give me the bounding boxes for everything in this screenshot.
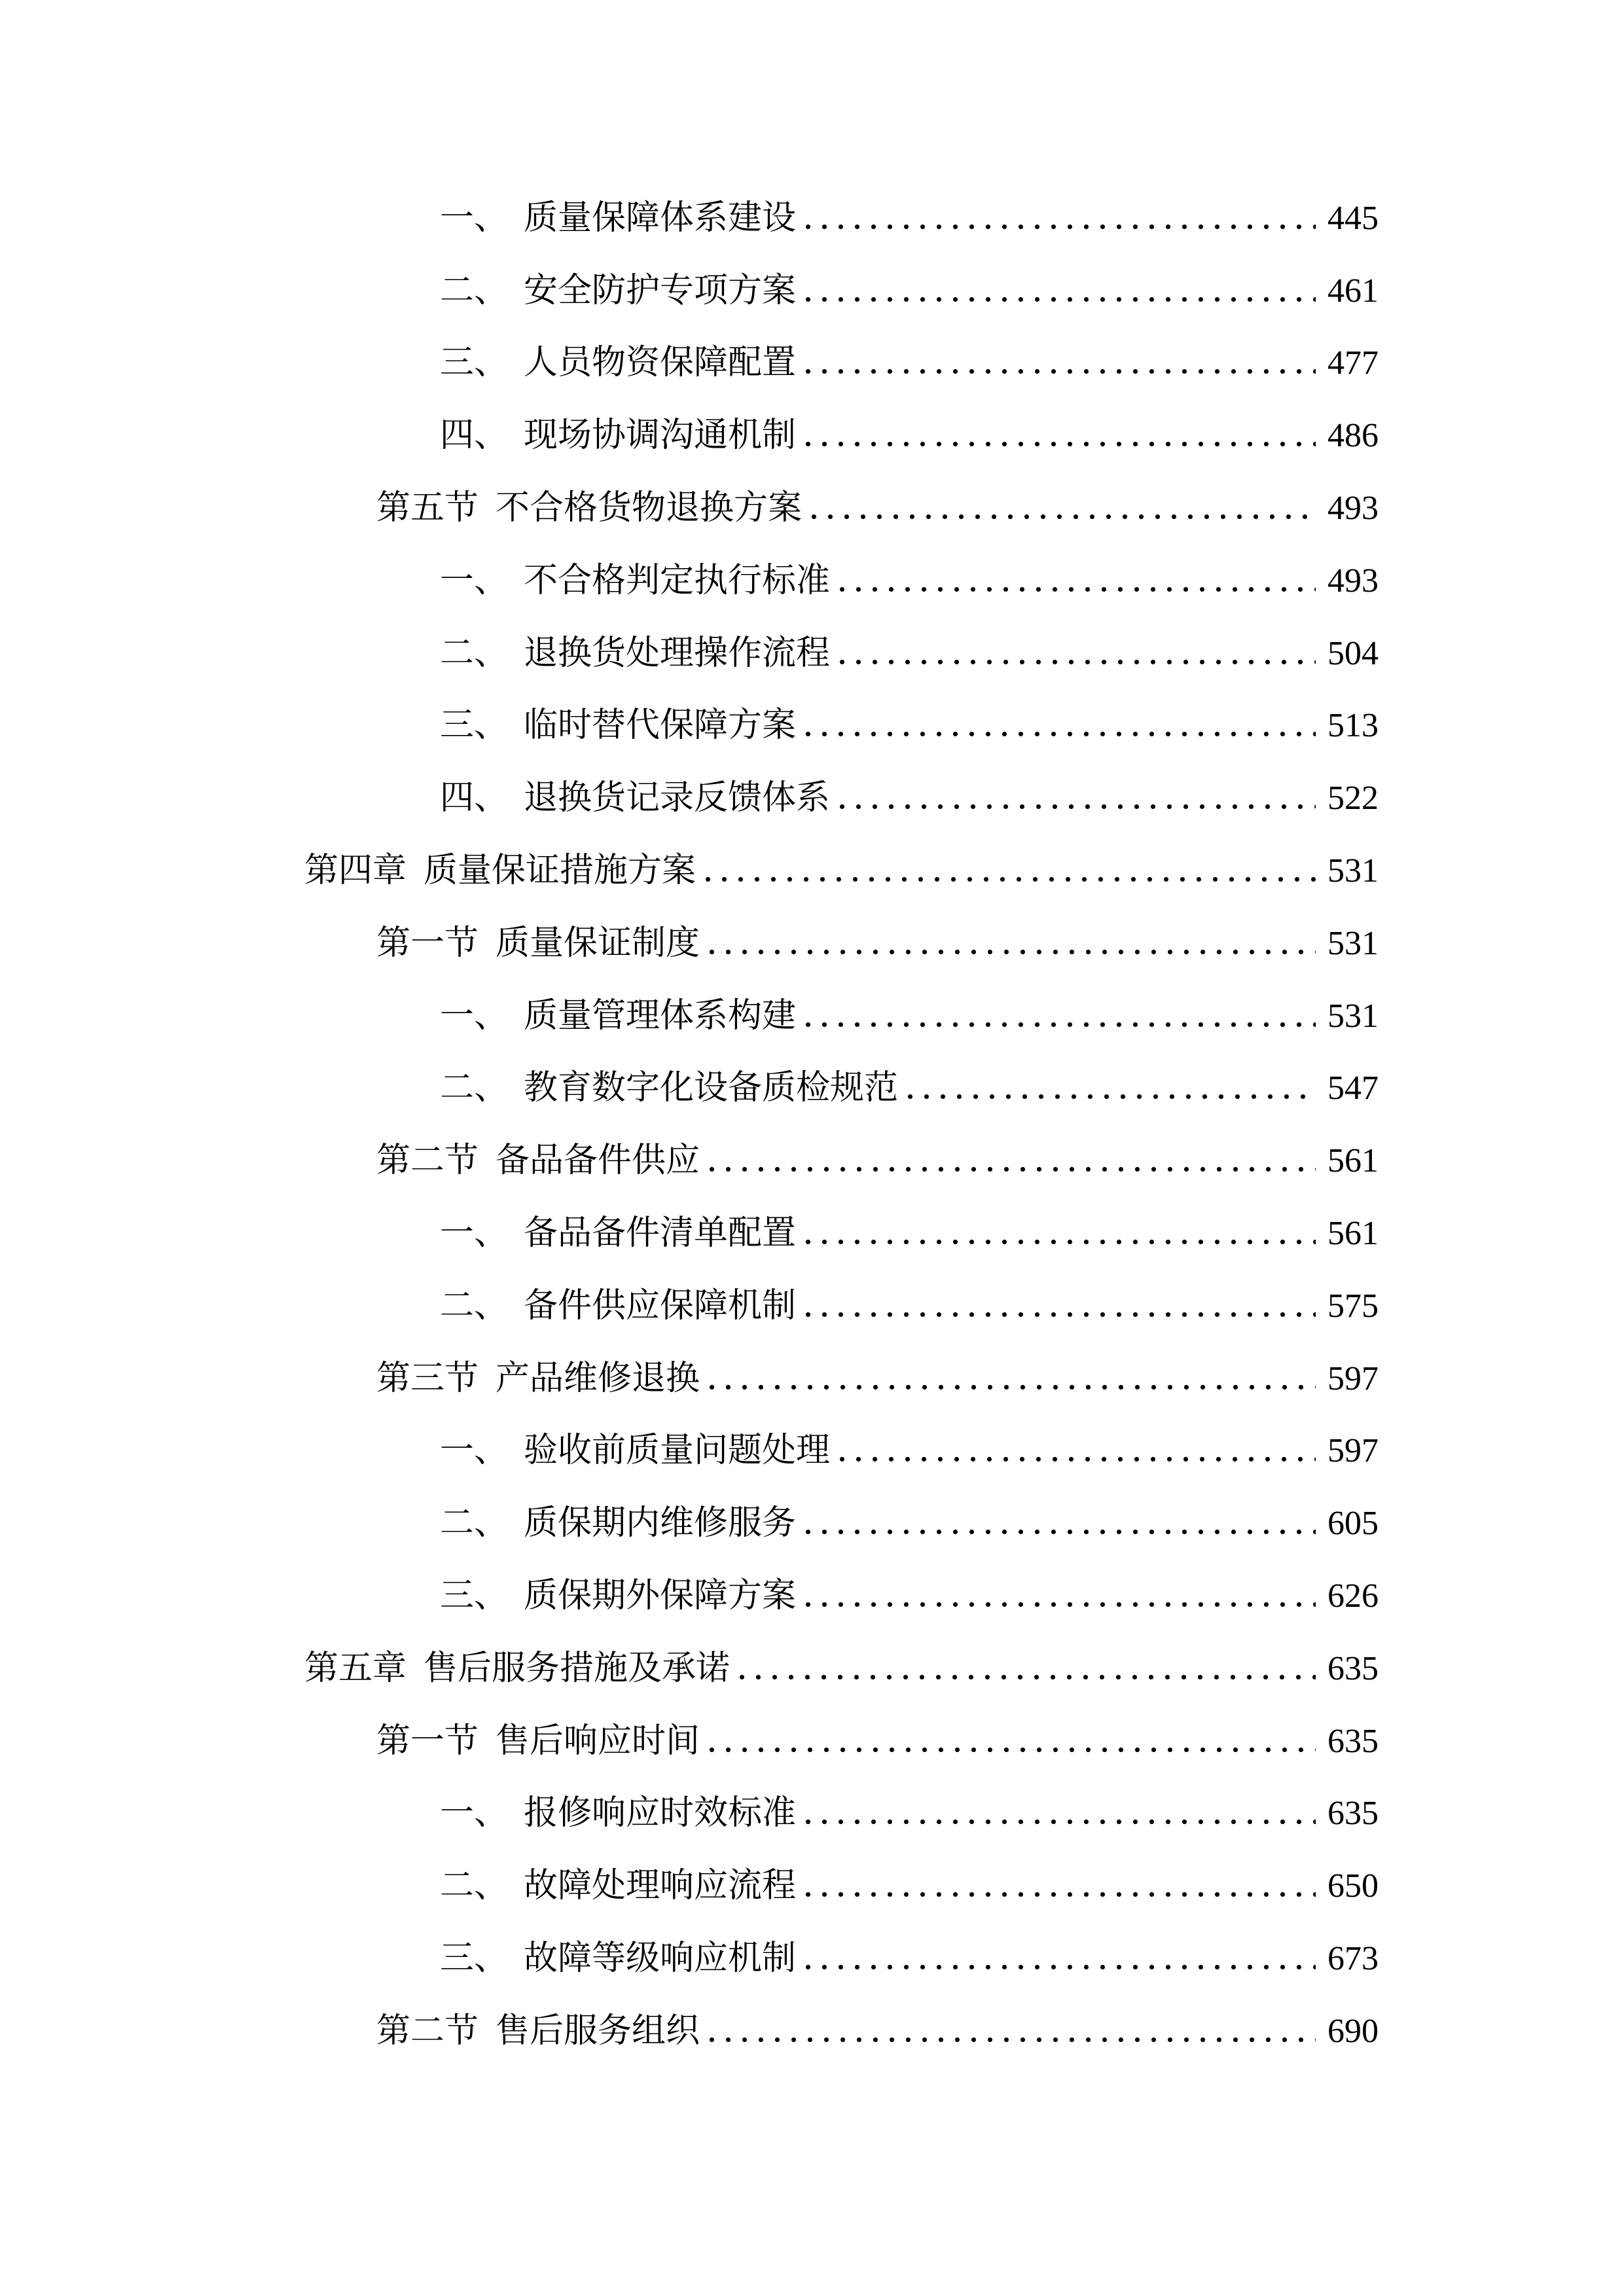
page-number: 461 bbox=[1327, 272, 1379, 310]
toc-entry-label: 第二节 bbox=[376, 1142, 479, 1180]
toc-entry-title: 退换货记录反馈体系 bbox=[524, 780, 831, 817]
toc-entry bbox=[0, 1251, 1624, 1323]
toc-entry-title: 现场协调沟通机制 bbox=[524, 417, 797, 455]
toc-entry-label: 一、 bbox=[440, 562, 509, 600]
dot-leader bbox=[805, 1892, 1316, 1897]
toc-entry-label: 二、 bbox=[440, 1287, 509, 1325]
page-number: 626 bbox=[1327, 1577, 1379, 1615]
toc-entry bbox=[0, 1323, 1624, 1396]
dot-leader bbox=[709, 949, 1316, 955]
toc-entry bbox=[0, 380, 1624, 453]
dot-leader bbox=[805, 441, 1316, 447]
toc-entry bbox=[0, 1976, 1624, 2049]
toc-entry-label: 第四章 bbox=[304, 852, 407, 889]
dot-leader bbox=[805, 224, 1316, 230]
toc-entry-title: 质保期内维修服务 bbox=[524, 1505, 797, 1543]
page-number: 504 bbox=[1327, 634, 1379, 672]
toc-entry bbox=[0, 1759, 1624, 1831]
toc-entry-title: 临时替代保障方案 bbox=[524, 707, 797, 745]
page-number: 561 bbox=[1327, 1142, 1379, 1180]
dot-leader bbox=[805, 296, 1316, 302]
page-number: 531 bbox=[1327, 997, 1379, 1035]
toc-entry-title: 教育数字化设备质检规范 bbox=[524, 1069, 899, 1107]
toc-entry bbox=[0, 888, 1624, 961]
dot-leader bbox=[805, 1964, 1316, 1970]
page-number: 597 bbox=[1327, 1359, 1379, 1397]
toc-entry-title: 质量保证制度 bbox=[496, 924, 700, 962]
dot-leader bbox=[805, 368, 1316, 374]
dot-leader bbox=[839, 1456, 1316, 1462]
toc-entry-title: 质量保障体系建设 bbox=[524, 199, 797, 237]
dot-leader bbox=[907, 1094, 1316, 1100]
page-number: 531 bbox=[1327, 852, 1379, 889]
toc-entry-label: 三、 bbox=[440, 344, 509, 382]
page-number: 531 bbox=[1327, 924, 1379, 962]
page-number: 690 bbox=[1327, 2012, 1379, 2050]
toc-entry bbox=[0, 1613, 1624, 1686]
toc-entry bbox=[0, 743, 1624, 816]
toc-entry-label: 二、 bbox=[440, 272, 509, 310]
toc-entry-title: 人员物资保障配置 bbox=[524, 344, 797, 382]
page-number: 605 bbox=[1327, 1505, 1379, 1543]
toc-entry-title: 不合格判定执行标准 bbox=[524, 562, 831, 600]
page-number: 650 bbox=[1327, 1867, 1379, 1905]
dot-leader bbox=[705, 876, 1316, 882]
toc-entry-label: 一、 bbox=[440, 199, 509, 237]
toc-entry-title: 质量保证措施方案 bbox=[424, 852, 696, 889]
toc-list bbox=[0, 163, 1624, 2049]
page-number: 493 bbox=[1327, 489, 1379, 527]
page-number: 445 bbox=[1327, 199, 1379, 237]
toc-entry bbox=[0, 308, 1624, 381]
toc-entry-label: 第二节 bbox=[376, 2012, 479, 2050]
dot-leader bbox=[805, 1022, 1316, 1028]
toc-entry bbox=[0, 961, 1624, 1033]
dot-leader bbox=[709, 1384, 1316, 1390]
page-number: 493 bbox=[1327, 562, 1379, 600]
toc-entry-title: 验收前质量问题处理 bbox=[524, 1432, 831, 1470]
page-number: 477 bbox=[1327, 344, 1379, 382]
page-number: 635 bbox=[1327, 1649, 1379, 1687]
toc-entry-label: 一、 bbox=[440, 1432, 509, 1470]
toc-entry-title: 质保期外保障方案 bbox=[524, 1577, 797, 1615]
toc-entry bbox=[0, 526, 1624, 598]
toc-entry bbox=[0, 1468, 1624, 1541]
toc-entry-label: 一、 bbox=[440, 1795, 509, 1833]
toc-entry bbox=[0, 163, 1624, 236]
toc-entry-label: 一、 bbox=[440, 997, 509, 1035]
toc-entry-label: 二、 bbox=[440, 634, 509, 672]
toc-entry bbox=[0, 1541, 1624, 1613]
toc-entry-label: 第一节 bbox=[376, 924, 479, 962]
page-number: 597 bbox=[1327, 1432, 1379, 1470]
toc-entry-title: 故障处理响应流程 bbox=[524, 1867, 797, 1905]
toc-entry-label: 第一节 bbox=[376, 1722, 479, 1760]
toc-entry bbox=[0, 1178, 1624, 1251]
toc-entry-title: 产品维修退换 bbox=[496, 1359, 700, 1397]
toc-entry-title: 报修响应时效标准 bbox=[524, 1795, 797, 1833]
toc-entry-title: 故障等级响应机制 bbox=[524, 1939, 797, 1977]
dot-leader bbox=[839, 804, 1316, 810]
dot-leader bbox=[811, 514, 1316, 520]
toc-entry bbox=[0, 1396, 1624, 1469]
toc-entry-label: 二、 bbox=[440, 1867, 509, 1905]
toc-entry bbox=[0, 1033, 1624, 1106]
dot-leader bbox=[805, 1529, 1316, 1535]
toc-entry-label: 第三节 bbox=[376, 1359, 479, 1397]
toc-entry bbox=[0, 1903, 1624, 1976]
toc-entry bbox=[0, 453, 1624, 526]
dot-leader bbox=[805, 731, 1316, 737]
toc-entry-title: 质量管理体系构建 bbox=[524, 997, 797, 1035]
page-number: 513 bbox=[1327, 707, 1379, 745]
toc-entry-label: 四、 bbox=[440, 780, 509, 817]
toc-entry bbox=[0, 1105, 1624, 1178]
dot-leader bbox=[739, 1674, 1316, 1680]
toc-entry-title: 售后服务组织 bbox=[496, 2012, 700, 2050]
page-number: 561 bbox=[1327, 1214, 1379, 1252]
toc-entry-label: 三、 bbox=[440, 1577, 509, 1615]
toc-entry bbox=[0, 816, 1624, 888]
dot-leader bbox=[839, 659, 1316, 665]
dot-leader bbox=[709, 1166, 1316, 1172]
toc-entry bbox=[0, 1686, 1624, 1759]
dot-leader bbox=[709, 2037, 1316, 2043]
page-number: 575 bbox=[1327, 1287, 1379, 1325]
dot-leader bbox=[839, 586, 1316, 592]
toc-entry bbox=[0, 598, 1624, 671]
toc-entry-label: 三、 bbox=[440, 707, 509, 745]
page-number: 522 bbox=[1327, 780, 1379, 817]
toc-entry-label: 一、 bbox=[440, 1214, 509, 1252]
page-number: 673 bbox=[1327, 1939, 1379, 1977]
toc-entry-label: 二、 bbox=[440, 1505, 509, 1543]
dot-leader bbox=[805, 1239, 1316, 1245]
dot-leader bbox=[805, 1312, 1316, 1318]
toc-entry-title: 退换货处理操作流程 bbox=[524, 634, 831, 672]
toc-entry-label: 第五章 bbox=[304, 1649, 407, 1687]
page-number: 486 bbox=[1327, 417, 1379, 455]
toc-entry-label: 二、 bbox=[440, 1069, 509, 1107]
page-number: 635 bbox=[1327, 1795, 1379, 1833]
toc-entry-label: 四、 bbox=[440, 417, 509, 455]
toc-entry-title: 售后服务措施及承诺 bbox=[424, 1649, 731, 1687]
page-number: 635 bbox=[1327, 1722, 1379, 1760]
toc-entry-label: 三、 bbox=[440, 1939, 509, 1977]
toc-entry-title: 售后响应时间 bbox=[496, 1722, 700, 1760]
dot-leader bbox=[709, 1747, 1316, 1753]
toc-entry bbox=[0, 1831, 1624, 1903]
toc-entry-title: 备品备件供应 bbox=[496, 1142, 700, 1180]
toc-entry-label: 第五节 bbox=[376, 489, 479, 527]
page-number: 547 bbox=[1327, 1069, 1379, 1107]
toc-entry bbox=[0, 671, 1624, 744]
toc-entry-title: 备件供应保障机制 bbox=[524, 1287, 797, 1325]
toc-entry-title: 备品备件清单配置 bbox=[524, 1214, 797, 1252]
toc-entry bbox=[0, 236, 1624, 308]
dot-leader bbox=[805, 1602, 1316, 1607]
dot-leader bbox=[805, 1819, 1316, 1825]
toc-entry-title: 安全防护专项方案 bbox=[524, 272, 797, 310]
toc-entry-title: 不合格货物退换方案 bbox=[496, 489, 803, 527]
